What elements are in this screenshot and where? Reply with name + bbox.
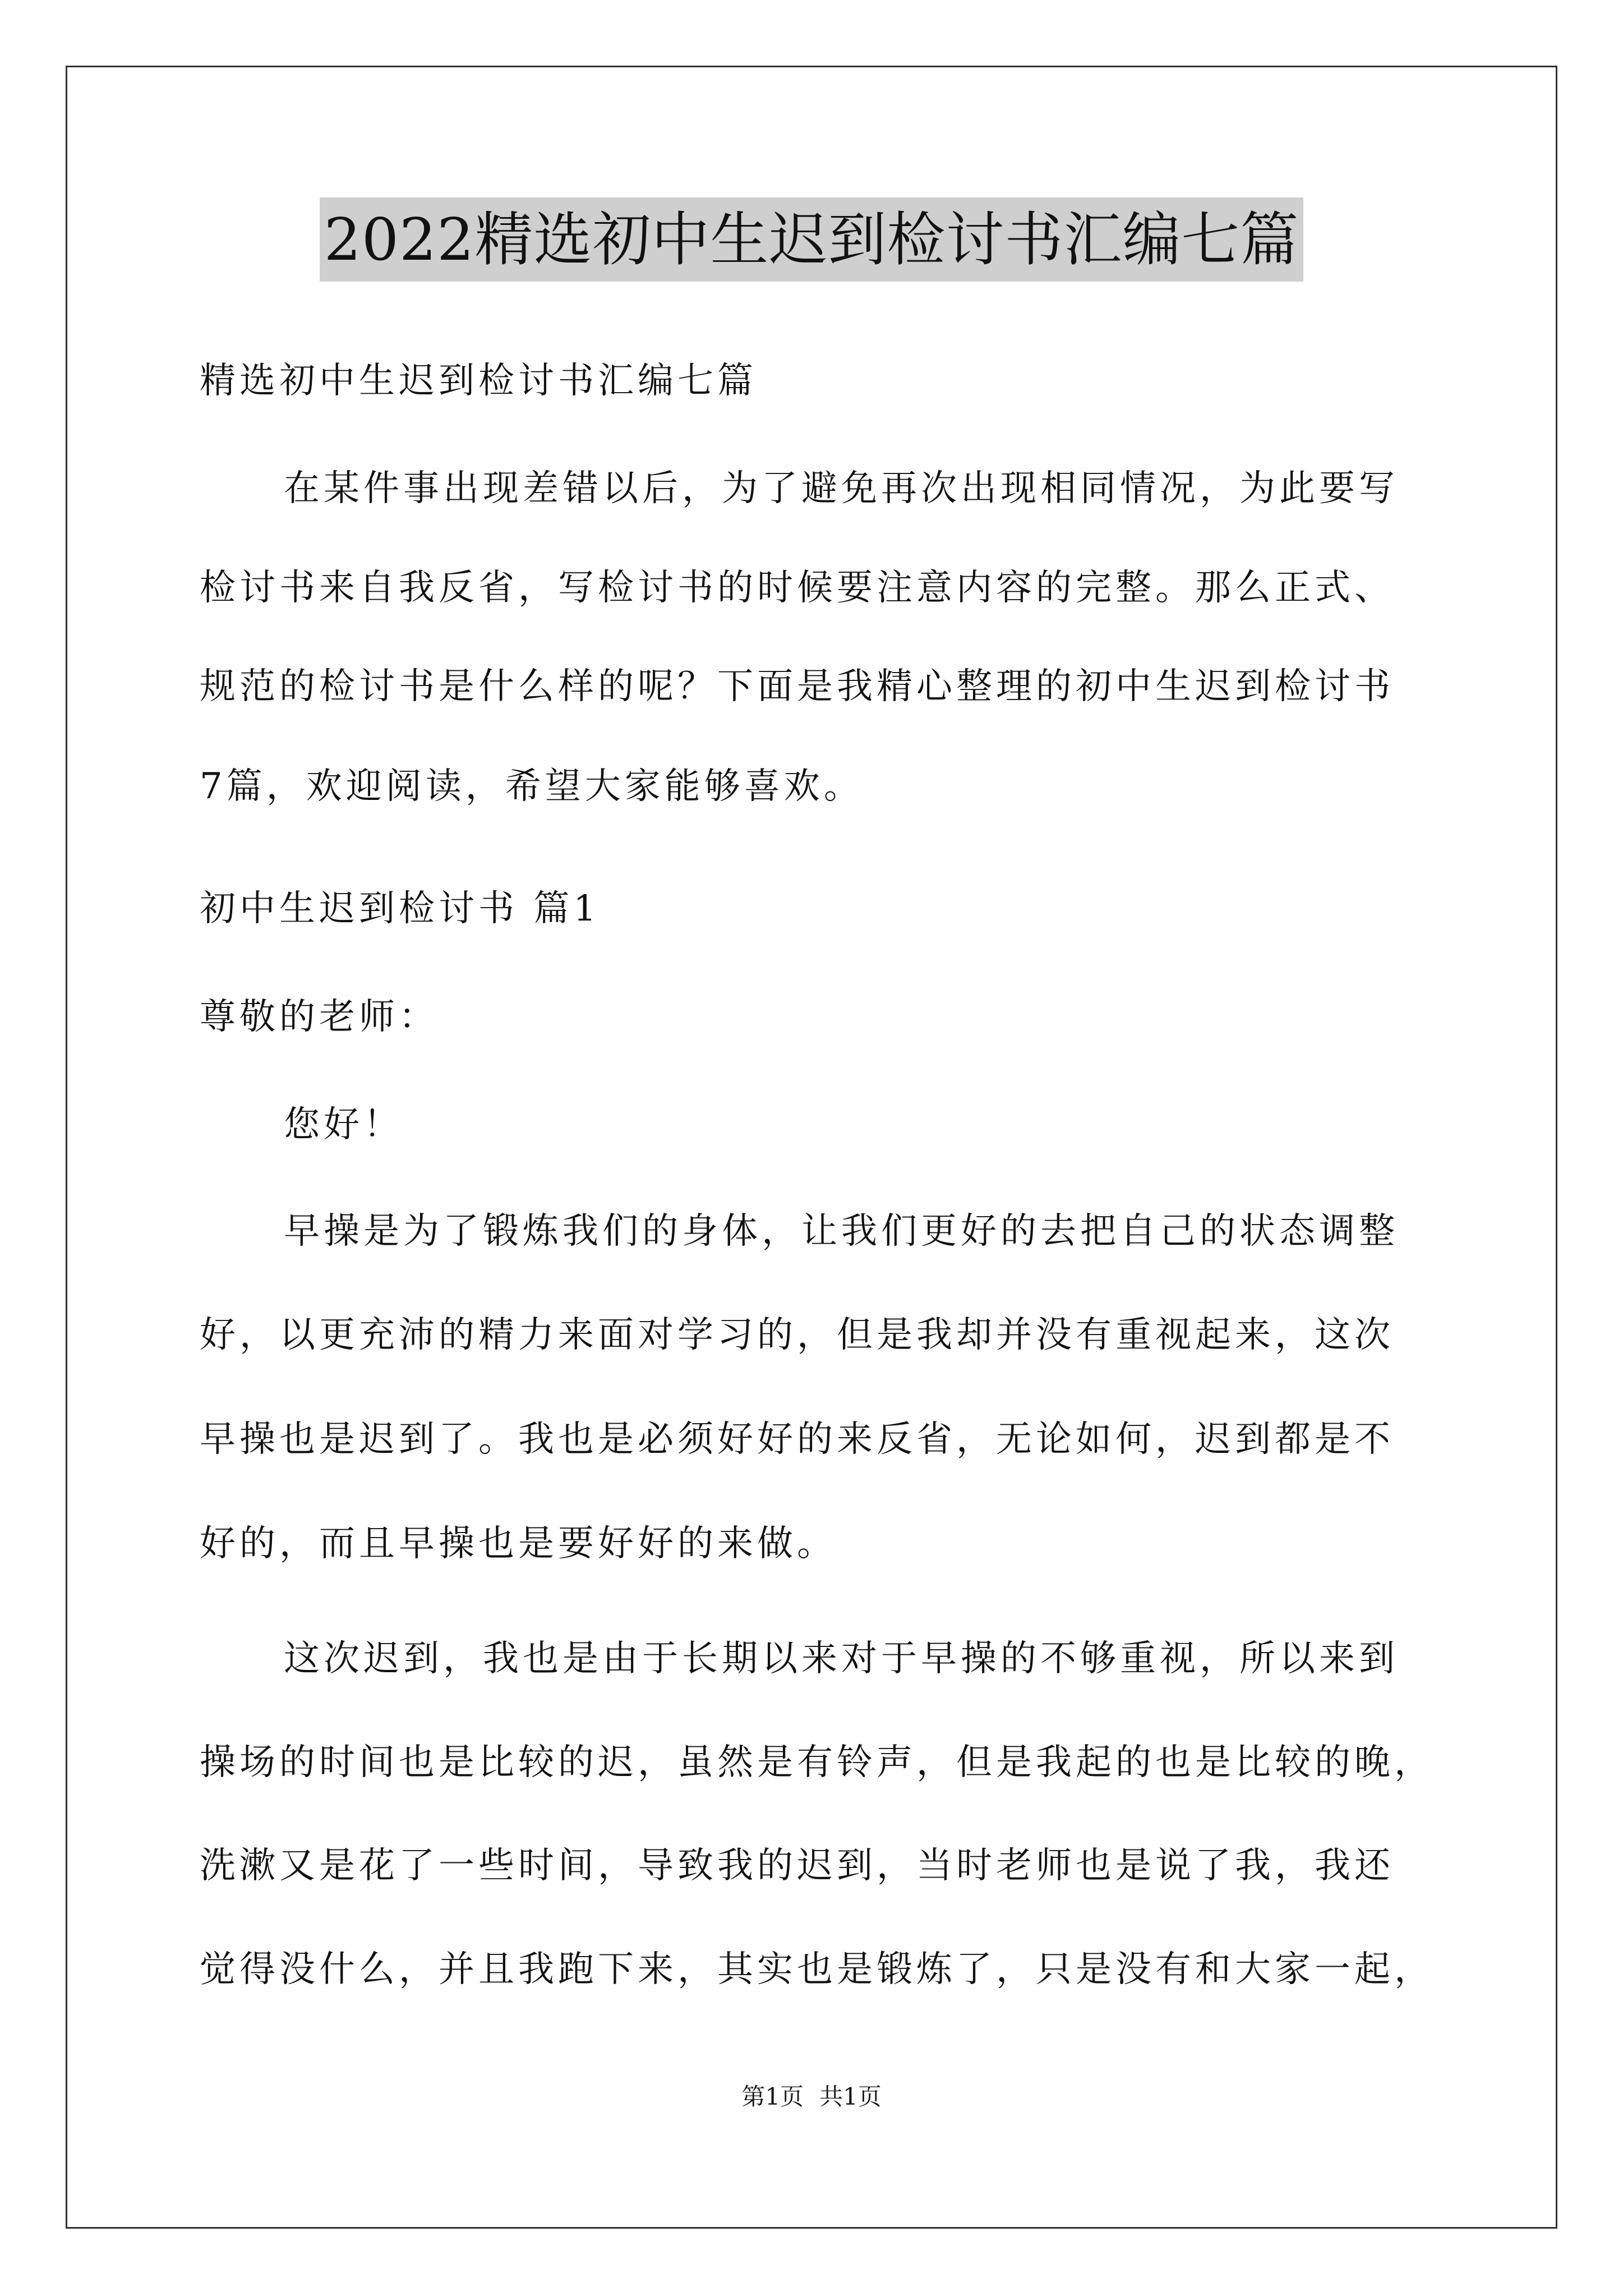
body-line: 这次迟到，我也是由于长期以来对于早操的不够重视，所以来到 [284,1638,1399,1680]
body-line: 早操是为了锻炼我们的身体，让我们更好的去把自己的状态调整 [284,1211,1399,1252]
body-line: 检讨书来自我反省，写检讨书的时候要注意内容的完整。那么正式、 [200,567,1394,609]
body-line: 觉得没什么，并且我跑下来，其实也是锻炼了，只是没有和大家一起， [200,1949,1434,1990]
page-number: 第1页 [741,2083,804,2110]
page-total: 共1页 [819,2083,882,2110]
document-title: 2022精选初中生迟到检讨书汇编七篇 [320,197,1304,282]
body-line: 操场的时间也是比较的迟，虽然是有铃声，但是我起的也是比较的晚， [200,1742,1434,1783]
title-container [0,197,1623,282]
salutation: 尊敬的老师： [200,996,439,1038]
body-line: 规范的检讨书是什么样的呢？下面是我精心整理的初中生迟到检讨书 [200,666,1394,707]
page-footer [0,2080,1623,2114]
body-line: 好的，而且早操也是要好好的来做。 [200,1523,837,1565]
body-line: 精选初中生迟到检讨书汇编七篇 [200,360,757,402]
body-line: 在某件事出现差错以后，为了避免再次出现相同情况，为此要写 [284,468,1399,509]
section-heading: 初中生迟到检讨书 篇1 [200,888,601,930]
body-line: 7篇，欢迎阅读，希望大家能够喜欢。 [200,766,864,807]
greeting: 您好！ [284,1104,403,1145]
body-line: 早操也是迟到了。我也是必须好好的来反省，无论如何，迟到都是不 [200,1419,1394,1460]
body-line: 好，以更充沛的精力来面对学习的，但是我却并没有重视起来，这次 [200,1314,1394,1356]
body-line: 洗漱又是花了一些时间，导致我的迟到，当时老师也是说了我，我还 [200,1845,1394,1887]
